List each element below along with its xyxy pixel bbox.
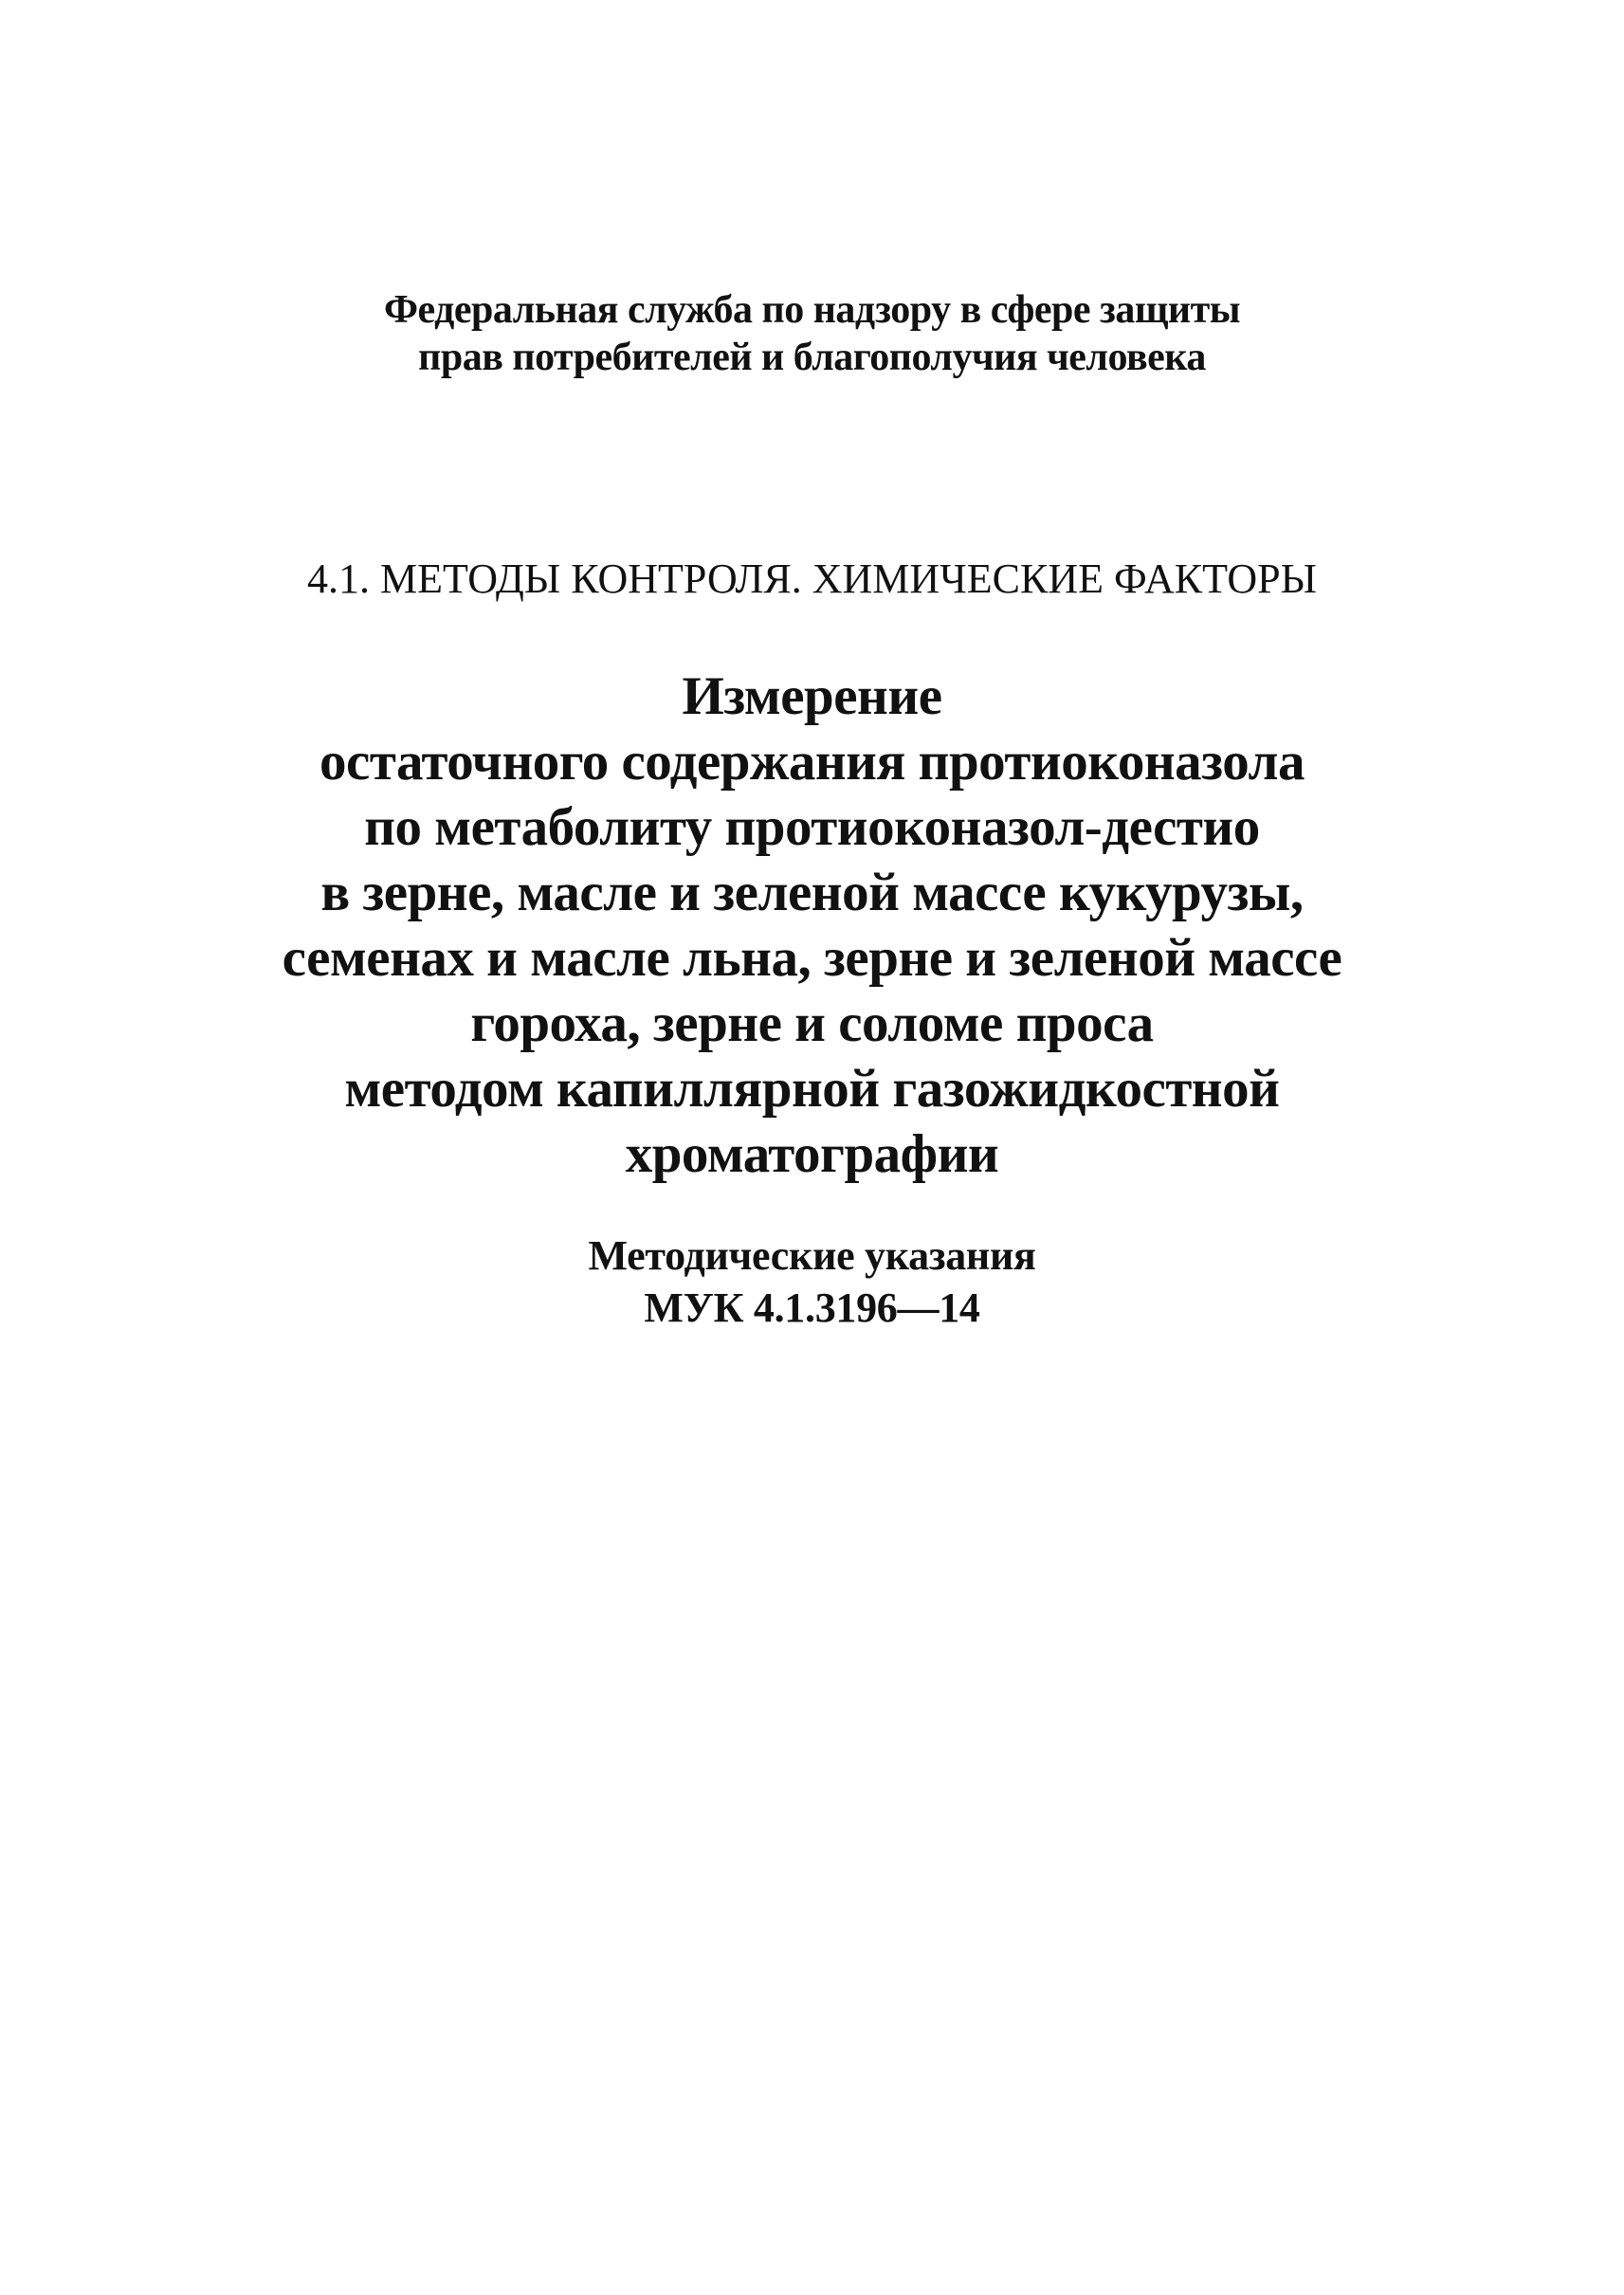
title-line-2: остаточного содержания протиоконазола: [319, 732, 1305, 792]
title-line-5: семенах и масле льна, зерне и зеленой массе: [282, 928, 1342, 988]
document-code: МУК 4.1.3196—14: [644, 1284, 980, 1331]
title-line-8: хроматографии: [625, 1124, 999, 1184]
section-heading: 4.1. МЕТОДЫ КОНТРОЛЯ. ХИМИЧЕСКИЕ ФАКТОРЫ: [306, 556, 1318, 602]
agency-name-line-2: прав потребителей и благополучия человека: [418, 336, 1206, 379]
title-line-3: по метаболиту протиоконазол-дестио: [364, 797, 1260, 857]
title-line-1: Измерение: [682, 666, 942, 726]
agency-name-line-1: Федеральная служба по надзору в сфере защиты: [383, 288, 1241, 332]
title-line-7: методом капиллярной газожидкостной: [344, 1059, 1280, 1119]
title-line-6: гороха, зерне и соломе проса: [470, 993, 1154, 1053]
document-type: Методические указания: [588, 1232, 1036, 1279]
title-line-4: в зерне, масле и зеленой массе кукурузы,: [320, 863, 1304, 922]
